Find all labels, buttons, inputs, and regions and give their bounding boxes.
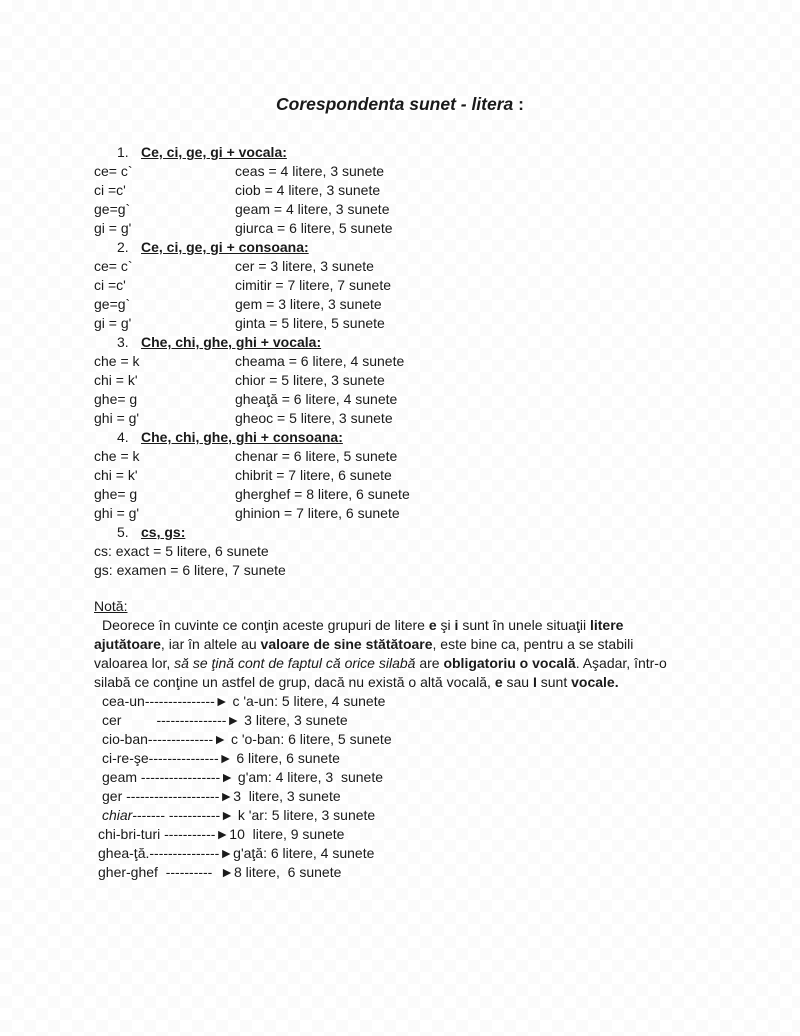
note-text: are	[415, 655, 444, 671]
correspondence-row	[94, 371, 385, 390]
section-number: 1.	[117, 144, 129, 160]
syllable-example	[102, 711, 348, 730]
example-word: geam	[102, 769, 141, 785]
note-text: . Aşadar, într-o	[575, 655, 667, 671]
dash-line: -----------	[164, 826, 216, 842]
note-text: să se ţină cont de faptul că orice silabă	[174, 655, 416, 671]
example-result: c 'o-ban: 6 litere, 5 sunete	[227, 731, 392, 747]
rule-text: gi = g'	[94, 315, 132, 331]
rule-text: chi = k'	[94, 372, 138, 388]
syllable-example	[102, 730, 392, 749]
example-result: 3 litere, 3 sunete	[240, 712, 348, 728]
correspondence-row	[94, 390, 397, 409]
note-text: Deorece în cuvinte ce conţin aceste grupuri de litere	[102, 617, 429, 633]
correspondence-row	[94, 181, 380, 200]
note-line-1	[102, 616, 623, 635]
example-text: ghinion = 7 litere, 6 sunete	[235, 505, 400, 521]
correspondence-row	[94, 447, 397, 466]
gs-line: gs: examen = 6 litere, 7 sunete	[94, 562, 286, 578]
syllable-example	[102, 806, 375, 825]
example-result: c 'a-un: 5 litere, 4 sunete	[228, 693, 386, 709]
example-word: ger	[102, 788, 127, 804]
dash-line: ------- -----------	[132, 807, 221, 823]
arrow-right-icon: ►	[219, 788, 234, 804]
note-text: , iar în altele au	[160, 636, 261, 652]
example-result: g'am: 4 litere, 3 sunete	[234, 769, 384, 785]
example-word: ghea-ţă.	[98, 845, 150, 861]
correspondence-row	[94, 504, 400, 523]
note-text: sunt	[536, 674, 572, 690]
rule-text: ge=g`	[94, 296, 131, 312]
section-number: 4.	[117, 429, 129, 445]
example-result: 8 litere, 6 sunete	[233, 864, 342, 880]
section-2-heading	[117, 238, 309, 257]
rule-text: ghi = g'	[94, 410, 140, 426]
dash-line: --------------------	[126, 788, 220, 804]
syllable-example	[102, 749, 340, 768]
note-text: silabă ce conţine un astfel de grup, dacă nu există o altă vocală,	[94, 674, 495, 690]
correspondence-row	[94, 352, 404, 371]
rule-text: ge=g`	[94, 201, 131, 217]
note-line-3	[94, 654, 667, 673]
arrow-right-icon: ►	[219, 845, 234, 861]
rule-text: ghe= g	[94, 391, 138, 407]
section-heading-text: Ce, ci, ge, gi + consoana:	[141, 239, 309, 255]
correspondence-row	[94, 485, 410, 504]
arrow-right-icon: ►	[220, 864, 234, 880]
note-text: obligatoriu o vocală	[443, 655, 576, 671]
arrow-right-icon: ►	[220, 769, 235, 785]
dash-line: ---------------	[149, 845, 220, 861]
example-text: cimitir = 7 litere, 7 sunete	[235, 277, 392, 293]
rule-text: ci =c'	[94, 277, 126, 293]
note-text: sunt în unele situaţii	[458, 617, 590, 633]
arrow-right-icon: ►	[215, 826, 230, 842]
section-heading-text: Che, chi, ghe, ghi + consoana:	[141, 429, 343, 445]
example-text: gem = 3 litere, 3 sunete	[235, 296, 382, 312]
section-3-heading	[117, 333, 321, 352]
dash-line: ----------	[165, 864, 221, 880]
correspondence-row	[94, 257, 374, 276]
note-text: sau	[502, 674, 533, 690]
section-number: 3.	[117, 334, 129, 350]
syllable-example	[102, 768, 383, 787]
syllable-example	[102, 787, 341, 806]
example-text: chior = 5 litere, 3 sunete	[235, 372, 385, 388]
arrow-right-icon: ►	[218, 750, 233, 766]
example-text: chenar = 6 litere, 5 sunete	[235, 448, 398, 464]
example-text: ceas = 4 litere, 3 sunete	[235, 163, 385, 179]
correspondence-row	[94, 409, 393, 428]
rule-text: ce= c`	[94, 163, 133, 179]
section-4-heading	[117, 428, 343, 447]
note-text: i	[454, 617, 459, 633]
section-heading-text: Ce, ci, ge, gi + vocala:	[141, 144, 287, 160]
title-colon: :	[513, 94, 524, 114]
example-result: 10 litere, 9 sunete	[229, 826, 345, 842]
correspondence-row	[94, 162, 384, 181]
correspondence-row	[94, 314, 385, 333]
syllable-example	[98, 863, 341, 882]
rule-text: ci =c'	[94, 182, 126, 198]
example-text: ciob = 4 litere, 3 sunete	[235, 182, 381, 198]
rule-text: chi = k'	[94, 467, 138, 483]
example-text: cheama = 6 litere, 4 sunete	[235, 353, 405, 369]
arrow-right-icon: ►	[213, 731, 228, 747]
example-result: 3 litere, 3 sunete	[233, 788, 341, 804]
note-text: şi	[436, 617, 455, 633]
syllable-example	[98, 844, 374, 863]
example-result: k 'ar: 5 litere, 3 sunete	[234, 807, 376, 823]
note-text: e	[494, 674, 503, 690]
section-number: 2.	[117, 239, 129, 255]
title-text: Corespondenta sunet - litera	[276, 94, 514, 114]
example-text: giurca = 6 litere, 5 sunete	[235, 220, 393, 236]
dash-line: ---------------	[121, 712, 227, 728]
example-word: cer	[102, 712, 122, 728]
example-word: cio-ban	[102, 731, 148, 747]
example-text: chibrit = 7 litere, 6 sunete	[235, 467, 392, 483]
example-word: ci-re-şe	[102, 750, 149, 766]
cs-line: cs: exact = 5 litere, 6 sunete	[94, 543, 269, 559]
note-text: litere	[589, 617, 624, 633]
note-text: I	[532, 674, 537, 690]
arrow-right-icon: ►	[226, 712, 241, 728]
dash-line: ---------------	[148, 750, 219, 766]
example-word: chiar	[102, 807, 133, 823]
rule-text: gi = g'	[94, 220, 132, 236]
syllable-example	[98, 825, 344, 844]
rule-text: ghi = g'	[94, 505, 140, 521]
example-text: gheoc = 5 litere, 3 sunete	[235, 410, 393, 426]
example-word: cea-un	[102, 693, 145, 709]
section-5-heading	[117, 523, 185, 542]
dash-line: ---------------	[144, 693, 215, 709]
dash-line: --------------	[147, 731, 214, 747]
section-heading-text: Che, chi, ghe, ghi + vocala:	[141, 334, 322, 350]
correspondence-row	[94, 295, 382, 314]
note-line-2	[94, 635, 633, 654]
syllable-example	[102, 692, 385, 711]
example-text: gherghef = 8 litere, 6 sunete	[235, 486, 410, 502]
section-heading-text: cs, gs:	[141, 524, 186, 540]
correspondence-row	[94, 200, 390, 219]
note-line-4	[94, 673, 619, 692]
section-number: 5.	[117, 524, 129, 540]
example-text: gheaţă = 6 litere, 4 sunete	[235, 391, 398, 407]
example-result: 6 litere, 6 sunete	[232, 750, 340, 766]
arrow-right-icon: ►	[220, 807, 235, 823]
example-result: g'aţă: 6 litere, 4 sunete	[233, 845, 375, 861]
arrow-right-icon: ►	[214, 693, 229, 709]
rule-text: ghe= g	[94, 486, 138, 502]
correspondence-row	[94, 219, 393, 238]
rule-text: che = k	[94, 353, 140, 369]
note-text: vocale.	[571, 674, 619, 690]
section-1-heading	[117, 143, 287, 162]
example-word: chi-bri-turi	[98, 826, 165, 842]
note-text: ajutătoare	[94, 636, 161, 652]
example-text: ginta = 5 litere, 5 sunete	[235, 315, 385, 331]
document-title	[0, 94, 800, 115]
example-text: geam = 4 litere, 3 sunete	[235, 201, 390, 217]
note-text: , este bine ca, pentru a se stabili	[432, 636, 634, 652]
dash-line: -----------------	[140, 769, 221, 785]
example-word: gher-ghef	[98, 864, 166, 880]
note-title: Notă:	[94, 598, 128, 614]
correspondence-row	[94, 276, 391, 295]
rule-text: ce= c`	[94, 258, 133, 274]
note-text: e	[428, 617, 437, 633]
note-text: valoare de sine stătătoare	[260, 636, 433, 652]
example-text: cer = 3 litere, 3 sunete	[235, 258, 374, 274]
note-text: valoarea lor,	[94, 655, 175, 671]
correspondence-row	[94, 466, 392, 485]
rule-text: che = k	[94, 448, 140, 464]
